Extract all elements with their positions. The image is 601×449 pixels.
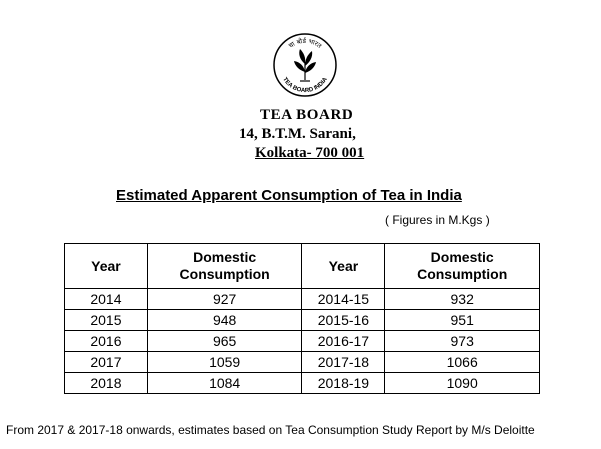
city-line: Kolkata- 700 001 xyxy=(255,145,365,161)
tea-leaf-icon xyxy=(294,49,316,81)
cell-fiscal-consumption: 1066 xyxy=(385,352,540,373)
table-row xyxy=(65,331,540,352)
table-row xyxy=(65,289,540,310)
table-row xyxy=(65,352,540,373)
cell-consumption: 948 xyxy=(147,310,302,331)
cell-fiscal-consumption: 951 xyxy=(385,310,540,331)
table-header-row xyxy=(65,244,540,289)
cell-year: 2018 xyxy=(65,373,148,394)
header-fiscal-year: Year xyxy=(302,244,385,289)
cell-year: 2014 xyxy=(65,289,148,310)
cell-consumption: 1059 xyxy=(147,352,302,373)
cell-year: 2015 xyxy=(65,310,148,331)
cell-fiscal-consumption: 1090 xyxy=(385,373,540,394)
consumption-table xyxy=(64,243,540,394)
header-domestic-consumption: Domestic Consumption xyxy=(147,244,302,289)
logo-top-text: चा बोर्ड भारत xyxy=(287,36,324,50)
cell-fiscal-year: 2017-18 xyxy=(302,352,385,373)
cell-fiscal-year: 2016-17 xyxy=(302,331,385,352)
page-title: Estimated Apparent Consumption of Tea in India xyxy=(116,187,462,204)
unit-note: ( Figures in M.Kgs ) xyxy=(385,213,490,227)
table-row xyxy=(65,373,540,394)
footnote: From 2017 & 2017-18 onwards, estimates based on Tea Consumption Study Report by M/s Deloitte xyxy=(6,423,535,437)
cell-year: 2016 xyxy=(65,331,148,352)
cell-consumption: 927 xyxy=(147,289,302,310)
tea-board-logo xyxy=(272,32,338,98)
cell-fiscal-consumption: 932 xyxy=(385,289,540,310)
cell-consumption: 1084 xyxy=(147,373,302,394)
cell-consumption: 965 xyxy=(147,331,302,352)
organization-name: TEA BOARD xyxy=(260,107,354,123)
cell-fiscal-year: 2014-15 xyxy=(302,289,385,310)
header-fiscal-consumption: Domestic Consumption xyxy=(385,244,540,289)
table-row xyxy=(65,310,540,331)
header-year: Year xyxy=(65,244,148,289)
cell-year: 2017 xyxy=(65,352,148,373)
cell-fiscal-year: 2018-19 xyxy=(302,373,385,394)
cell-fiscal-consumption: 973 xyxy=(385,331,540,352)
logo-bottom-text: TEA BOARD INDIA xyxy=(281,76,329,95)
address-line: 14, B.T.M. Sarani, xyxy=(239,126,356,142)
cell-fiscal-year: 2015-16 xyxy=(302,310,385,331)
